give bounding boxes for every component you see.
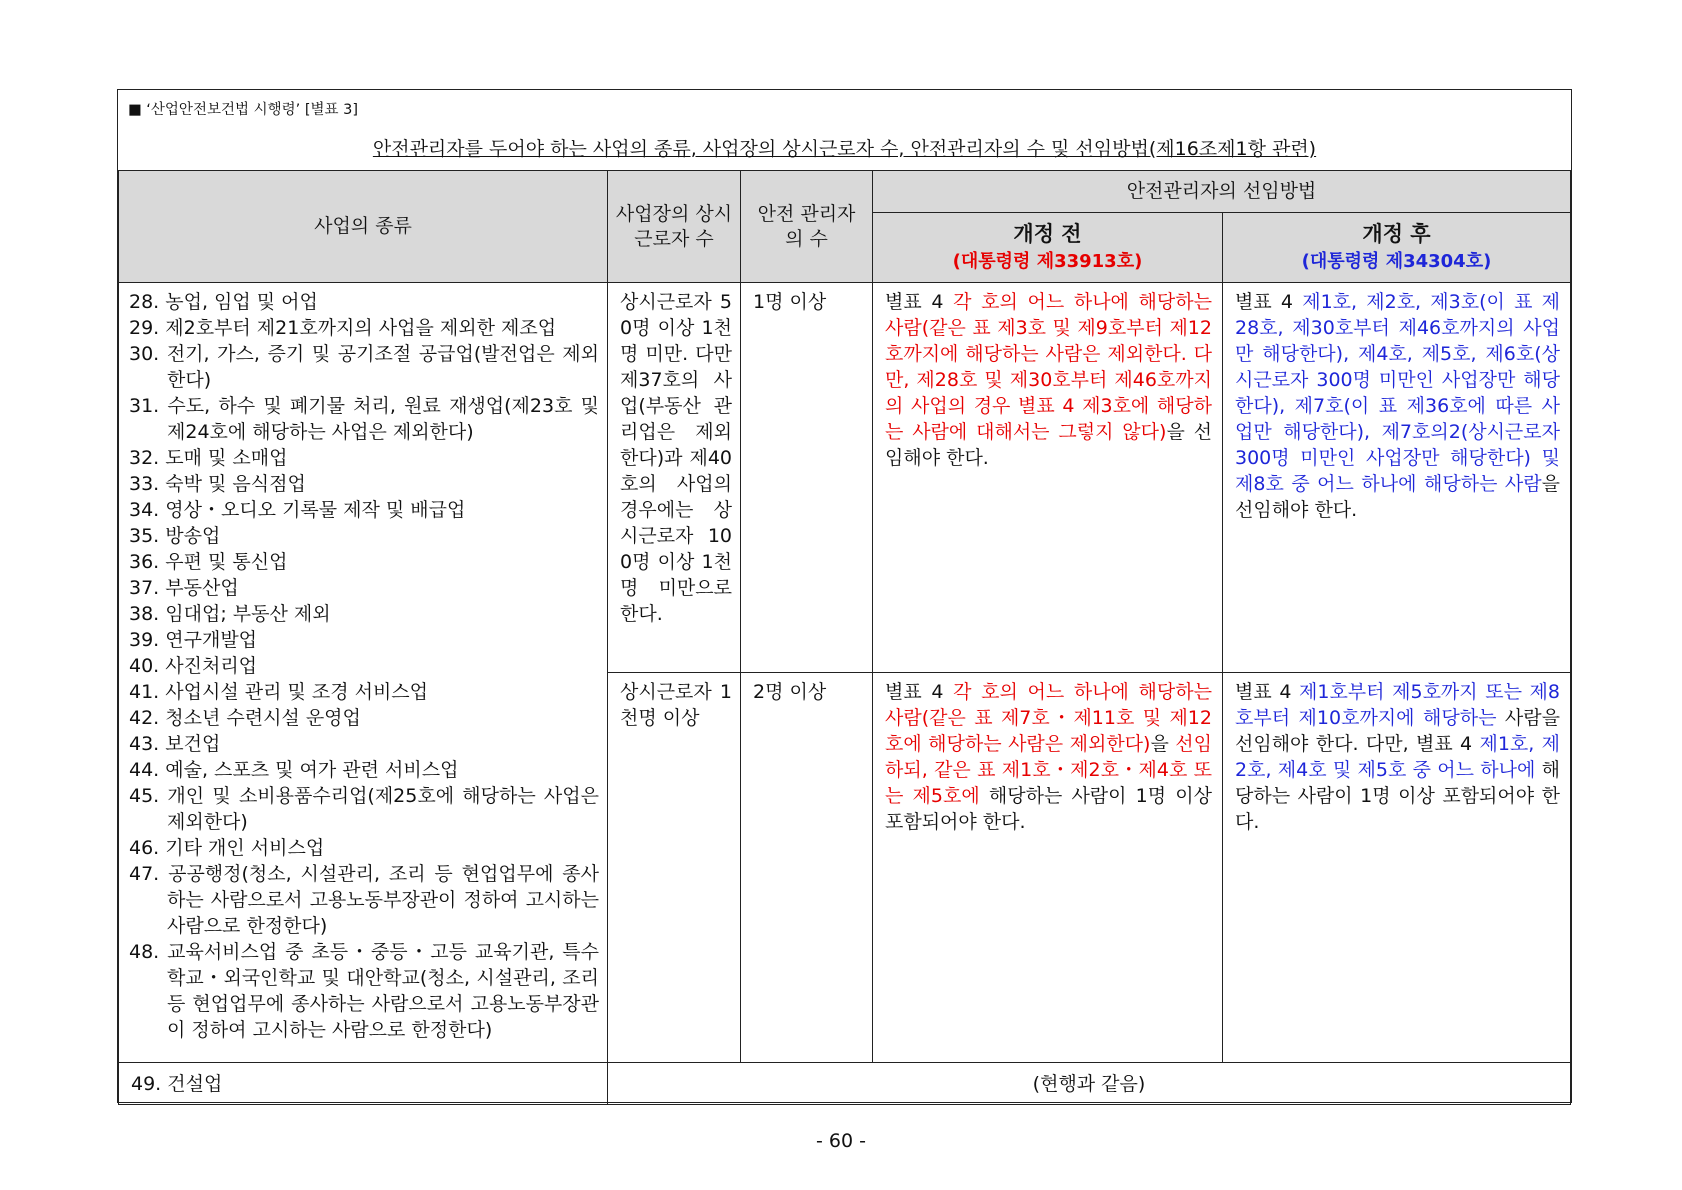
header-appointment-method: 안전관리자의 선임방법 bbox=[873, 171, 1571, 213]
document-frame bbox=[117, 89, 1572, 1103]
business-type-item: 38. 임대업; 부동산 제외 bbox=[129, 603, 331, 625]
business-type-item: 29. 제2호부터 제21호까지의 사업을 제외한 제조업 bbox=[129, 317, 557, 339]
business-type-item: 48. 교육서비스업 중 초등・중등・고등 교육기관, 특수학교・외국인학교 및 대안학교(청소, 시설관리, 조리 등 현업업무에 종사하는 사람으로서 고용노동부장관이 정하여 고시하는 사람으로 한정한다) bbox=[129, 941, 599, 1041]
before-decree-number: (대통령령 제33913호) bbox=[952, 250, 1143, 272]
row2-before-method: 별표 4 각 호의 어느 하나에 해당하는 사람(같은 표 제7호・제11호 및 제12호에 해당하는 사람은 제외한다)을 선임하되, 같은 표 제1호・제2호・제4호 또는 제5호에 해당하는 사람이 1명 이상 포함되어야 한다. bbox=[873, 673, 1223, 1063]
business-type-item: 28. 농업, 임업 및 어업 bbox=[129, 291, 318, 313]
business-type-item: 37. 부동산업 bbox=[129, 577, 239, 599]
business-type-item: 36. 우편 및 통신업 bbox=[129, 551, 288, 573]
row3-same-as-current: (현행과 같음) bbox=[608, 1063, 1571, 1105]
row2-workers: 상시근로자 1천명 이상 bbox=[608, 673, 741, 1063]
row1-before-method: 별표 4 각 호의 어느 하나에 해당하는 사람(같은 표 제3호 및 제9호부터 제12호까지에 해당하는 사람은 제외한다. 다만, 제28호 및 제30호부터 제46호까지의 사업의 경우 별표 4 제3호에 해당하는 사람에 대해서는 그렇지 않다)을 선임해야 한다. bbox=[873, 283, 1223, 673]
header-before-revision: 개정 전 (대통령령 제33913호) bbox=[873, 213, 1223, 283]
business-type-item: 47. 공공행정(청소, 시설관리, 조리 등 현업업무에 종사하는 사람으로서 고용노동부장관이 정하여 고시하는 사람으로 한정한다) bbox=[129, 863, 599, 937]
business-types-cell bbox=[119, 283, 608, 1063]
business-type-item: 40. 사진처리업 bbox=[129, 655, 258, 677]
business-type-item: 45. 개인 및 소비용품수리업(제25호에 해당하는 사업은 제외한다) bbox=[129, 785, 599, 833]
header-business-type: 사업의 종류 bbox=[119, 171, 608, 283]
business-type-item: 41. 사업시설 관리 및 조경 서비스업 bbox=[129, 681, 429, 703]
business-type-item: 34. 영상・오디오 기록물 제작 및 배급업 bbox=[129, 499, 466, 521]
row1-workers: 상시근로자 50명 이상 1천명 미만. 다만 제37호의 사업(부동산 관리업은 제외한다)과 제40호의 사업의 경우에는 상시근로자 100명 이상 1천명 미만으로 한다. bbox=[608, 283, 741, 673]
header-manager-count: 안전 관리자의 수 bbox=[741, 171, 873, 283]
row3-business: 49. 건설업 bbox=[119, 1063, 608, 1105]
business-type-item: 32. 도매 및 소매업 bbox=[129, 447, 288, 469]
business-type-item: 44. 예술, 스포츠 및 여가 관련 서비스업 bbox=[129, 759, 459, 781]
business-type-item: 43. 보건업 bbox=[129, 733, 221, 755]
source-reference: ■ ‘산업안전보건법 시행령’ [별표 3] bbox=[128, 102, 358, 118]
header-workers: 사업장의 상시근로자 수 bbox=[608, 171, 741, 283]
business-type-item: 46. 기타 개인 서비스업 bbox=[129, 837, 325, 859]
business-type-item: 30. 전기, 가스, 증기 및 공기조절 공급업(발전업은 제외한다) bbox=[129, 343, 599, 391]
after-decree-number: (대통령령 제34304호) bbox=[1301, 250, 1492, 272]
business-type-item: 39. 연구개발업 bbox=[129, 629, 258, 651]
row2-manager-count: 2명 이상 bbox=[741, 673, 873, 1063]
row2-after-method: 별표 4 제1호부터 제5호까지 또는 제8호부터 제10호까지에 해당하는 사람을 선임해야 한다. 다만, 별표 4 제1호, 제2호, 제4호 및 제5호 중 어느 하나에 해당하는 사람이 1명 이상 포함되어야 한다. bbox=[1223, 673, 1571, 1063]
business-type-list bbox=[119, 283, 607, 1045]
row1-manager-count: 1명 이상 bbox=[741, 283, 873, 673]
business-type-item: 42. 청소년 수련시설 운영업 bbox=[129, 707, 361, 729]
table-title: 안전관리자를 두어야 하는 사업의 종류, 사업장의 상시근로자 수, 안전관리자의 수 및 선임방법(제16조제1항 관련) bbox=[372, 138, 1317, 160]
business-type-item: 35. 방송업 bbox=[129, 525, 221, 547]
business-type-item: 33. 숙박 및 음식점업 bbox=[129, 473, 306, 495]
comparison-table bbox=[118, 170, 1571, 1105]
row1-after-method: 별표 4 제1호, 제2호, 제3호(이 표 제28호, 제30호부터 제46호까지의 사업만 해당한다), 제4호, 제5호, 제6호(상시근로자 300명 미만인 사업장만 해당한다), 제7호(이 표 제36호에 따른 사업만 해당한다), 제7호의2(상시근로자 300명 미만인 사업장만 해당한다) 및 제8호 중 어느 하나에 해당하는 사람을 선임해야 한다. bbox=[1223, 283, 1571, 673]
business-type-item: 31. 수도, 하수 및 폐기물 처리, 원료 재생업(제23호 및 제24호에 해당하는 사업은 제외한다) bbox=[129, 395, 599, 443]
header-after-revision: 개정 후 (대통령령 제34304호) bbox=[1223, 213, 1571, 283]
page-number: - 60 - bbox=[816, 1130, 866, 1152]
